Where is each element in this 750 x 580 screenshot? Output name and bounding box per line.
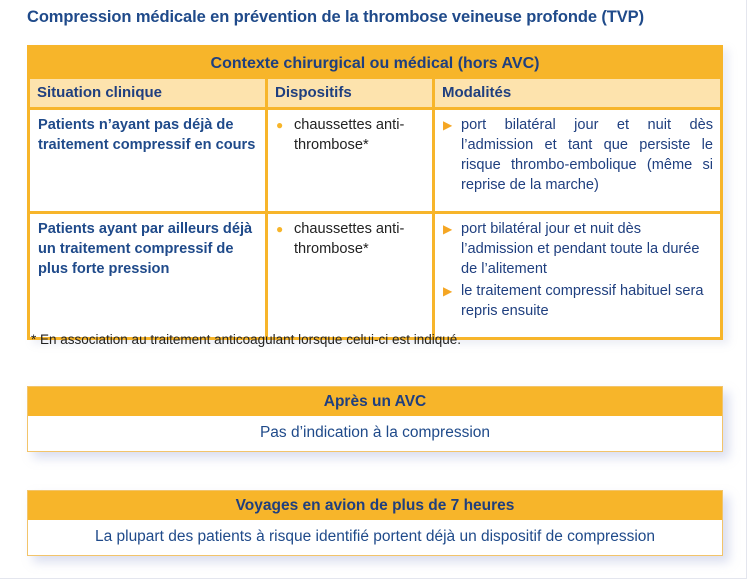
column-header-devices: Dispositifs xyxy=(268,79,432,107)
flight-box-body: La plupart des patients à risque identifié portent déjà un dispositif de compression xyxy=(94,528,656,545)
flight-box-heading: Voyages en avion de plus de 7 heures xyxy=(28,491,722,520)
modality-text: port bilatéral jour et nuit dès l’admission et tant que persiste le risque thrombo-embolique (même si reprise de la marche) xyxy=(461,117,713,193)
arrow-right-icon: ▶ xyxy=(443,118,453,132)
arrow-right-icon: ▶ xyxy=(443,284,453,298)
column-header-situation: Situation clinique xyxy=(30,79,265,107)
row-2-modalities xyxy=(435,214,720,337)
stroke-box-heading: Après un AVC xyxy=(28,387,722,416)
table-heading: Contexte chirurgical ou médical (hors AVC) xyxy=(30,48,720,79)
modality-text: port bilatéral jour et nuit dès l’admission et pendant toute la durée de l’alitement xyxy=(461,221,700,277)
row-2-situation: Patients ayant par ailleurs déjà un traitement compressif de plus forte pression xyxy=(30,214,265,337)
stroke-box-body: Pas d’indication à la compression xyxy=(259,424,491,441)
row-2-device xyxy=(268,214,432,337)
flight-box xyxy=(27,490,723,556)
row-1-modalities xyxy=(435,110,720,211)
bullet-dot-icon: ● xyxy=(276,222,284,236)
device-text: chaussettes anti-thrombose* xyxy=(294,221,405,257)
column-header-modalities: Modalités xyxy=(435,79,720,107)
stroke-box xyxy=(27,386,723,452)
bullet-dot-icon: ● xyxy=(276,118,284,132)
footnote: * En association au traitement anticoagulant lorsque celui-ci est indiqué. xyxy=(31,332,462,347)
row-1-situation: Patients n’ayant pas déjà de traitement compressif en cours xyxy=(30,110,265,211)
page-title: Compression médicale en prévention de la thrombose veineuse profonde (TVP) xyxy=(27,8,644,26)
arrow-right-icon: ▶ xyxy=(443,222,453,236)
modality-text: le traitement compressif habituel sera repris ensuite xyxy=(461,283,704,319)
row-1-device xyxy=(268,110,432,211)
context-table xyxy=(27,45,723,340)
table-grid xyxy=(30,79,720,337)
device-text: chaussettes anti-thrombose* xyxy=(294,117,405,153)
